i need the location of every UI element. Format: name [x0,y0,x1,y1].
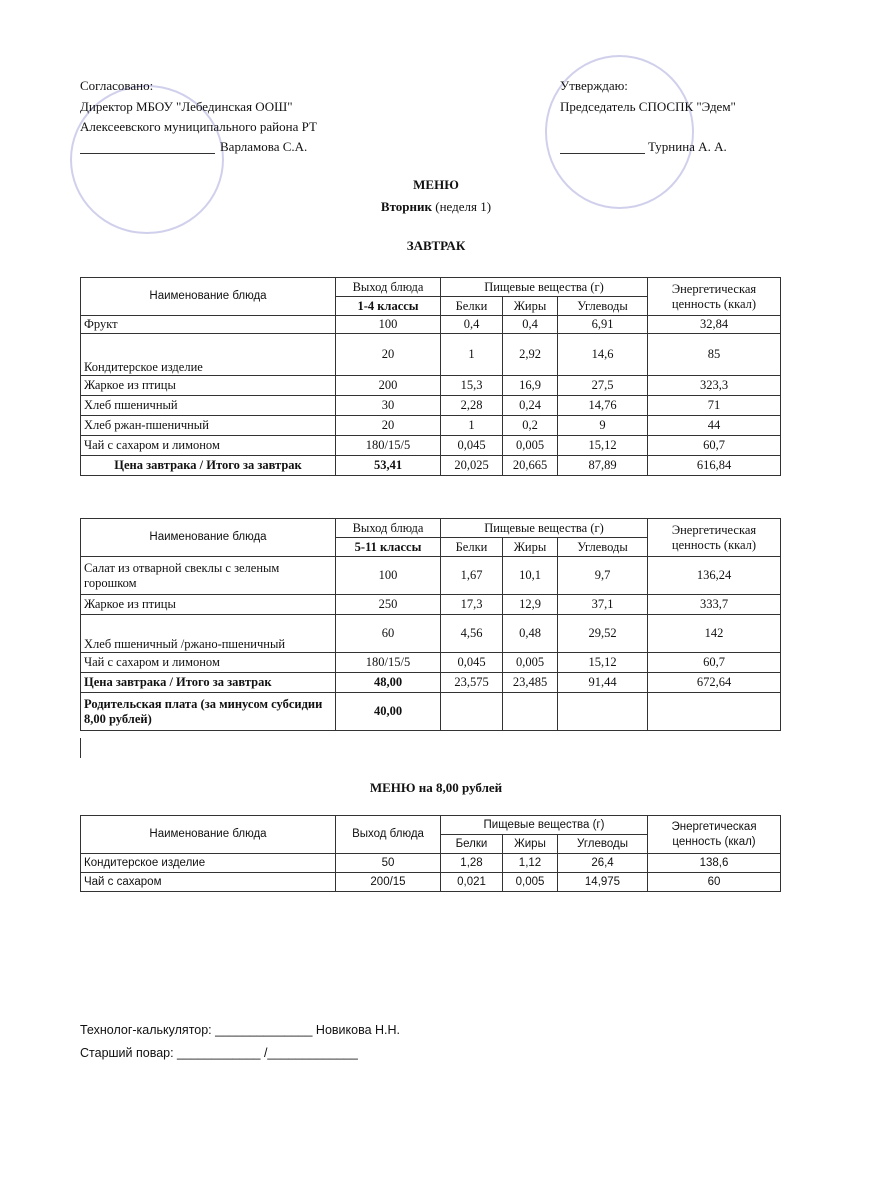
cell: 100 [336,557,441,595]
dish-name: Чай с сахаром и лимоном [81,436,336,456]
table-row [81,436,781,456]
cell: 60,7 [648,653,781,673]
cell: 2,92 [503,334,558,376]
parent-fee-row [81,693,781,731]
cell: 672,64 [648,673,781,693]
cell: 29,52 [558,615,648,653]
cell: 6,91 [558,316,648,334]
signature-line-left [80,153,215,154]
table-row [81,396,781,416]
cell: 15,12 [558,653,648,673]
cell: 60 [336,615,441,653]
day: Вторник [380,199,432,214]
dish-name: Жаркое из птицы [81,595,336,615]
header-name: Наименование блюда [81,519,336,557]
header-protein: Белки [441,538,503,557]
header-nutrients: Пищевые вещества (г) [441,278,648,297]
header-output: Выход блюда [336,519,441,538]
cell: 87,89 [558,456,648,476]
total-label: Цена завтрака / Итого за завтрак [81,673,336,693]
dish-name: Чай с сахаром [81,873,336,892]
parent-fee: 40,00 [336,693,441,731]
cell: 60 [648,873,781,892]
cell: 4,56 [441,615,503,653]
header-energy: Энергетическая ценность (ккал) [648,519,781,557]
cell: 50 [336,854,441,873]
header-carbs: Углеводы [558,538,648,557]
day-line [0,199,872,215]
cell: 0,005 [503,873,558,892]
header-carbs: Углеводы [558,835,648,854]
signature-line-right [560,153,645,154]
cell: 323,3 [648,376,781,396]
dish-name: Хлеб пшеничный /ржано-пшеничный [81,615,336,653]
header-protein: Белки [441,835,503,854]
cell: 1 [441,416,503,436]
cell: 14,76 [558,396,648,416]
header-name: Наименование блюда [81,816,336,854]
menu-table-1-4 [80,277,781,476]
header-output: Выход блюда [336,278,441,297]
table-row [81,615,781,653]
cell: 0,021 [441,873,503,892]
menu-table-5-11 [80,518,781,731]
cell: 0,24 [503,396,558,416]
dish-name: Хлеб пшеничный [81,396,336,416]
cell: 60,7 [648,436,781,456]
table-row [81,376,781,396]
cell: 20 [336,416,441,436]
parent-fee-label: Родительская плата (за минусом субсидии 8,00 рублей) [81,693,336,731]
cell: 32,84 [648,316,781,334]
cell: 200 [336,376,441,396]
table-row [81,316,781,334]
cell: 37,1 [558,595,648,615]
table-row [81,595,781,615]
cell: 20 [336,334,441,376]
dish-name: Салат из отварной свеклы с зеленым горошком [81,557,336,595]
cell: 1,28 [441,854,503,873]
cell: 71 [648,396,781,416]
price: 53,41 [336,456,441,476]
dish-name: Фрукт [81,316,336,334]
cell: 0,4 [503,316,558,334]
header-energy: Энергетическая ценность (ккал) [648,816,781,854]
meal-title: ЗАВТРАК [406,238,466,253]
cell: 20,665 [503,456,558,476]
cell: 0,48 [503,615,558,653]
cell: 200/15 [336,873,441,892]
header-nutrients: Пищевые вещества (г) [441,519,648,538]
cell: 136,24 [648,557,781,595]
cell: 14,6 [558,334,648,376]
table-row [81,873,781,892]
table-row [81,416,781,436]
header-group: 5-11 классы [336,538,441,557]
cell: 100 [336,316,441,334]
approval-right-1: Утверждаю: [560,78,628,93]
cell: 0,4 [441,316,503,334]
technologist-line: Технолог-калькулятор: ______________ Новикова Н.Н. [80,1023,401,1037]
dish-name: Чай с сахаром и лимоном [81,653,336,673]
header-fat: Жиры [503,835,558,854]
dish-name: Хлеб ржан-пшеничный [81,416,336,436]
cell: 2,28 [441,396,503,416]
header-nutrients: Пищевые вещества (г) [441,816,648,835]
table-row [81,557,781,595]
header-energy: Энергетическая ценность (ккал) [648,278,781,316]
cell: 23,575 [441,673,503,693]
table-edge [80,738,81,758]
dish-name: Кондитерское изделие [81,854,336,873]
approval-left-2: Директор МБОУ "Лебединская ООШ" [80,99,293,114]
cell: 27,5 [558,376,648,396]
dish-name: Жаркое из птицы [81,376,336,396]
approval-right-3: Турнина А. А. [648,139,727,154]
cell: 9 [558,416,648,436]
cell: 138,6 [648,854,781,873]
cell: 26,4 [558,854,648,873]
header-name: Наименование блюда [81,278,336,316]
cell: 250 [336,595,441,615]
cell: 10,1 [503,557,558,595]
cell: 0,045 [441,653,503,673]
approval-left-1: Согласовано: [80,78,154,93]
dish-name: Кондитерское изделие [81,334,336,376]
menu8-title: МЕНЮ на 8,00 рублей [369,780,503,795]
header-fat: Жиры [503,538,558,557]
total-row [81,673,781,693]
cell: 142 [648,615,781,653]
cell: 85 [648,334,781,376]
cell: 0,005 [503,436,558,456]
header-carbs: Углеводы [558,297,648,316]
cell: 180/15/5 [336,436,441,456]
approval-left-3: Алексеевского муниципального района РТ [80,119,317,134]
cell: 14,975 [558,873,648,892]
cell: 15,12 [558,436,648,456]
cell: 30 [336,396,441,416]
cell: 91,44 [558,673,648,693]
cell: 0,005 [503,653,558,673]
menu-table-8-rub [80,815,781,892]
total-row [81,456,781,476]
cell: 1 [441,334,503,376]
table-row [81,334,781,376]
header-protein: Белки [441,297,503,316]
cell: 180/15/5 [336,653,441,673]
total-label: Цена завтрака / Итого за завтрак [81,456,336,476]
cell: 23,485 [503,673,558,693]
header-fat: Жиры [503,297,558,316]
week: (неделя 1) [435,199,492,214]
cell: 1,12 [503,854,558,873]
cell: 9,7 [558,557,648,595]
cell: 333,7 [648,595,781,615]
title: МЕНЮ [413,177,459,192]
cell: 616,84 [648,456,781,476]
cell: 20,025 [441,456,503,476]
approval-left-4: Варламова С.А. [220,139,308,154]
cook-line: Старший повар: ____________ /_____________ [80,1046,358,1060]
header-output: Выход блюда [336,816,441,854]
table-row [81,854,781,873]
cell: 16,9 [503,376,558,396]
approval-right-2: Председатель СПОСПК "Эдем" [560,99,736,114]
cell: 0,045 [441,436,503,456]
table-row [81,653,781,673]
cell: 1,67 [441,557,503,595]
cell: 15,3 [441,376,503,396]
cell: 17,3 [441,595,503,615]
header-group: 1-4 классы [336,297,441,316]
cell: 12,9 [503,595,558,615]
cell: 0,2 [503,416,558,436]
cell: 44 [648,416,781,436]
price: 48,00 [336,673,441,693]
